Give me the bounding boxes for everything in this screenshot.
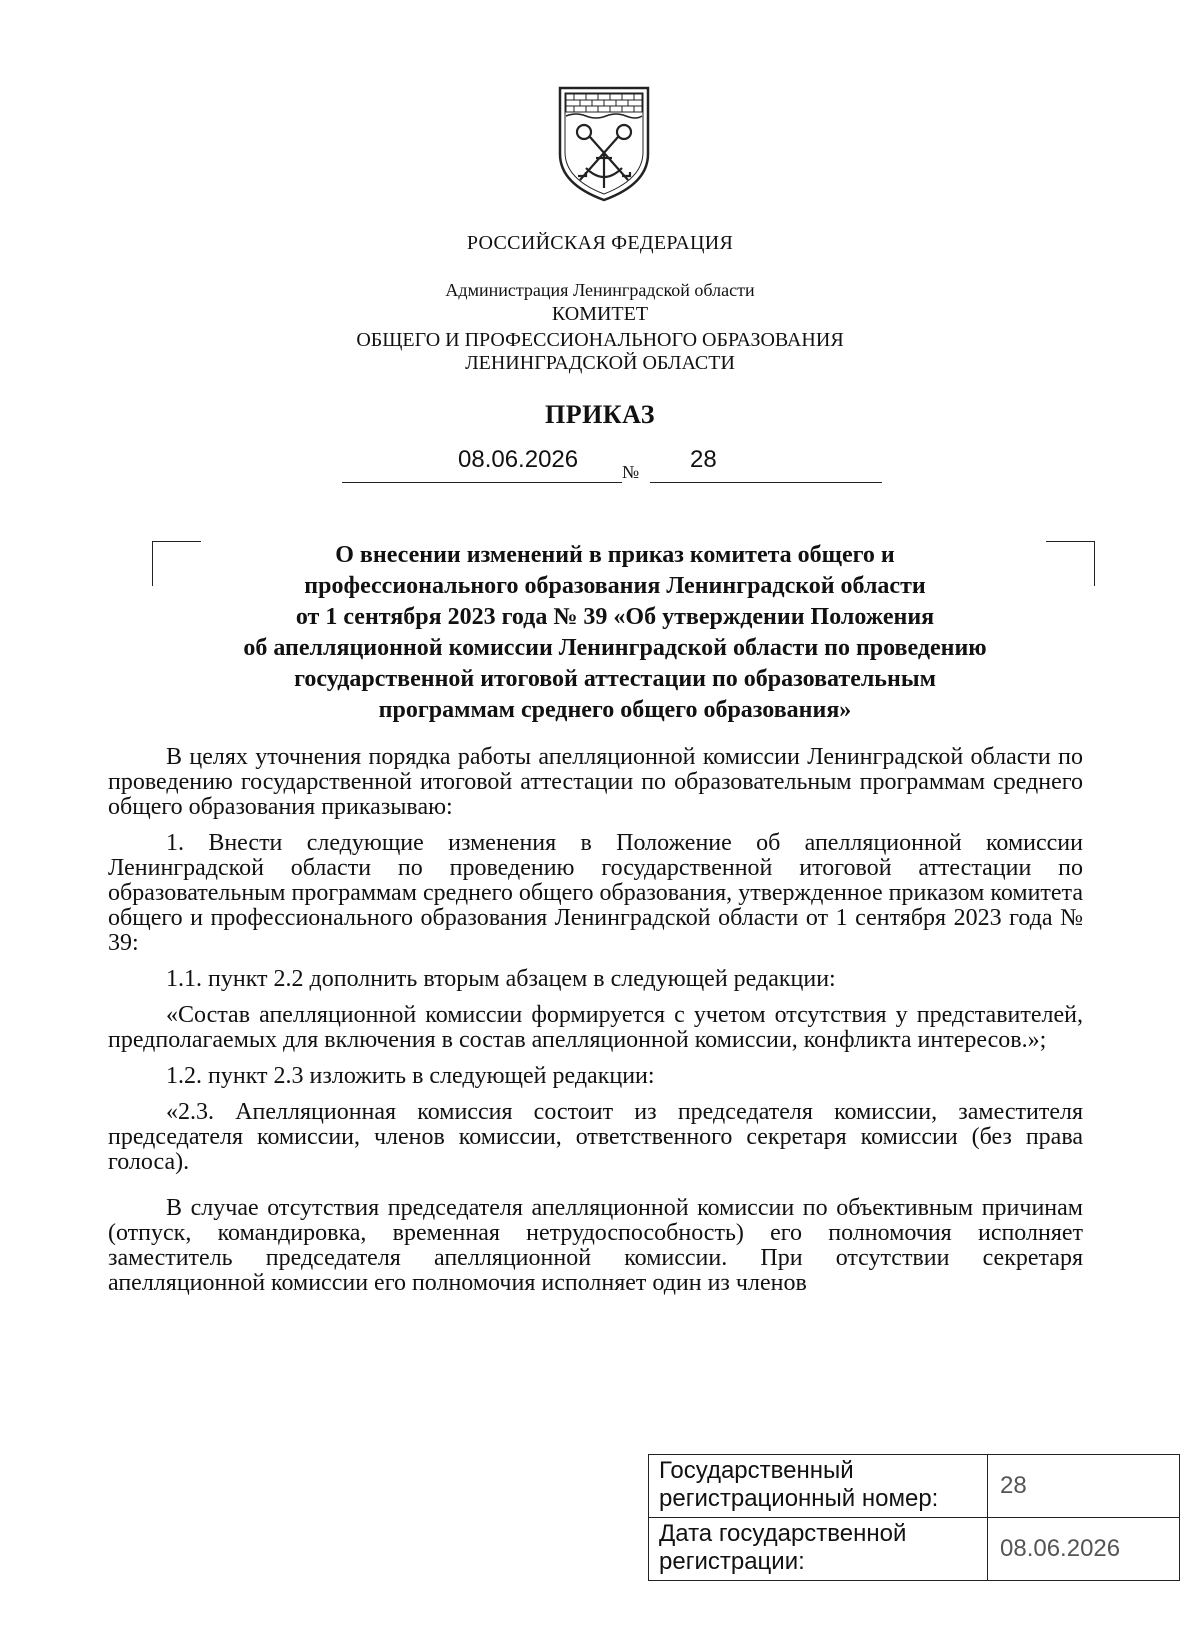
title-line: программам среднего общего образования» — [378, 697, 852, 723]
absence-paragraph: В случае отсутствия председателя апелляционной комиссии по объективным причинам (отпуск, командировка, временная нетрудоспособность) его полномочия исполняет заместитель председателя апелляционной комиссии. При отсутствии секретаря апелляционной комиссии его полномочия исполняет один из членов — [108, 1195, 1083, 1296]
coat-of-arms-icon — [556, 84, 652, 204]
registration-date-label: Дата государственной регистрации: — [649, 1518, 988, 1581]
table-row — [649, 1518, 1180, 1581]
document-title — [150, 540, 1080, 726]
committee-full-name-line1: ОБЩЕГО И ПРОФЕССИОНАЛЬНОГО ОБРАЗОВАНИЯ — [356, 329, 844, 351]
title-line: О внесении изменений в приказ комитета общего и — [335, 542, 895, 568]
registration-stamp-table — [648, 1454, 1180, 1581]
committee-full-name-line2: ЛЕНИНГРАДСКОЙ ОБЛАСТИ — [465, 352, 735, 374]
registration-number-value: 28 — [988, 1455, 1180, 1518]
table-row — [649, 1455, 1180, 1518]
title-line: государственной итоговой аттестации по образовательным — [294, 666, 936, 692]
number-sign: № — [622, 462, 640, 482]
document-number: 28 — [690, 446, 717, 473]
document-date: 08.06.2026 — [458, 446, 579, 473]
document-body — [108, 745, 1083, 1296]
title-line: профессионального образования Ленинградской области — [304, 573, 926, 599]
title-line: об апелляционной комиссии Ленинградской области по проведению — [243, 635, 987, 661]
number-underline — [650, 482, 882, 483]
document-type: ПРИКАЗ — [544, 400, 656, 429]
quoted-clause-2-3-paragraph: «2.3. Апелляционная комиссия состоит из председателя комиссии, заместителя председателя комиссии, членов комиссии, ответственного секретаря комиссии (без права голоса). — [108, 1099, 1083, 1175]
registration-date-value: 08.06.2026 — [988, 1518, 1180, 1581]
administration-name: Администрация Ленинградской области — [445, 280, 755, 300]
item-1-paragraph: 1. Внести следующие изменения в Положение об апелляционной комиссии Ленинградской области по проведению государственной итоговой аттестации по образовательным программам среднего общего образования, утвержденное приказом комитета общего и профессионального образования Ленинградской области от 1 сентября 2023 года № 39: — [108, 830, 1083, 956]
preamble-paragraph: В целях уточнения порядка работы апелляционной комиссии Ленинградской области по проведению государственной итоговой аттестации по образовательным программам среднего общего образования приказываю: — [108, 744, 1083, 820]
committee-label: КОМИТЕТ — [551, 303, 649, 325]
registration-number-label: Государственный регистрационный номер: — [649, 1455, 988, 1518]
item-1-1-paragraph: 1.1. пункт 2.2 дополнить вторым абзацем в следующей редакции: — [166, 966, 836, 992]
quoted-amendment-paragraph: «Состав апелляционной комиссии формируется с учетом отсутствия у представителей, предполагаемых для включения в состав апелляционной комиссии, конфликта интересов.»; — [108, 1002, 1083, 1053]
item-1-2-paragraph: 1.2. пункт 2.3 изложить в следующей редакции: — [166, 1063, 655, 1089]
date-underline — [342, 482, 622, 483]
title-line: от 1 сентября 2023 года № 39 «Об утверждении Положения — [295, 604, 935, 630]
country-name: РОССИЙСКАЯ ФЕДЕРАЦИЯ — [466, 232, 734, 254]
